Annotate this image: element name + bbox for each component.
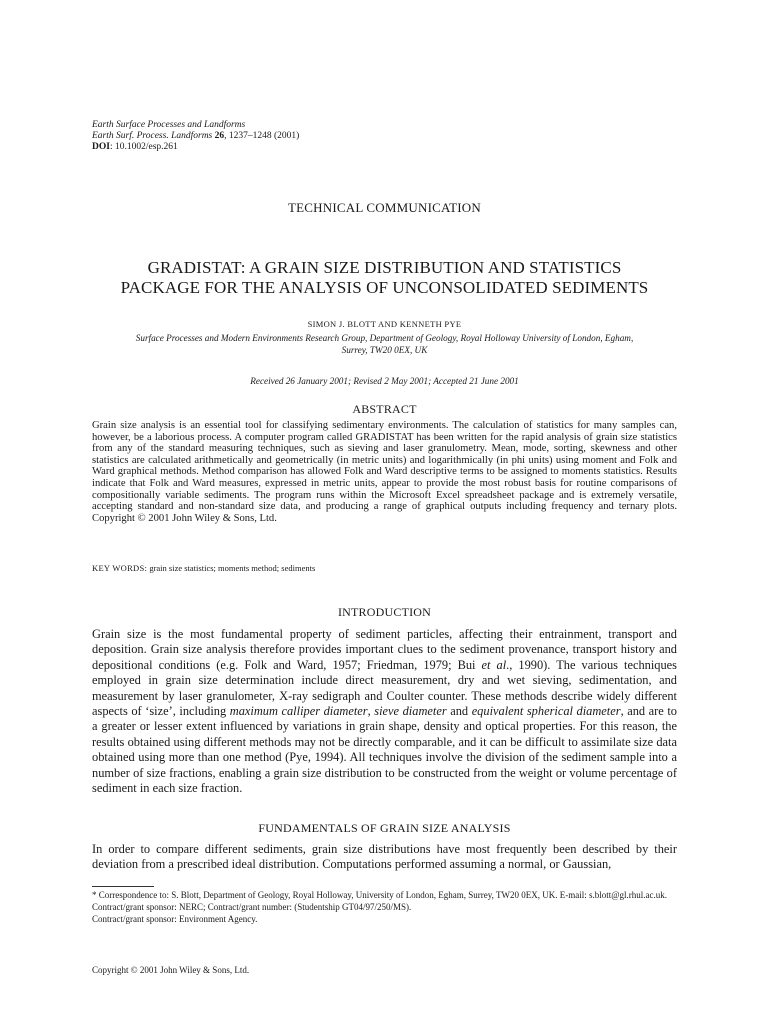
introduction-text bbox=[92, 627, 677, 796]
received-dates: Received 26 January 2001; Revised 2 May 2001; Accepted 21 June 2001 bbox=[250, 376, 519, 386]
copyright-notice: Copyright © 2001 John Wiley & Sons, Ltd. bbox=[92, 965, 250, 975]
intro-part-1: Grain size is the most fundamental property of sediment particles, affecting their entrainment, transport and deposition. Grain size analysis therefore provides important clues to the sediment provenance, transport history and depositional conditions (e.g. Folk and Ward, 1957; Friedman, 1979; Bui bbox=[92, 627, 677, 672]
affiliation bbox=[92, 332, 677, 356]
intro-part-2: ., 1990). The various techniques employed in grain size determination include direct measurement, dry and wet sieving, sedimentation, and measurement by laser granulometer, X-ray sedigraph and Coulter counter. These methods describe widely different aspects of ‘size’, including bbox=[92, 657, 678, 719]
footnote-correspondence: * Correspondence to: S. Blott, Department of Geology, Royal Holloway, University of London, Egham, Surrey, TW20 0EX, UK. E-mail: s.blott@gl.rhul.ac.uk. bbox=[92, 890, 668, 900]
fundamentals-heading: FUNDAMENTALS OF GRAIN SIZE ANALYSIS bbox=[258, 821, 511, 835]
journal-name: Earth Surface Processes and Landforms bbox=[92, 120, 246, 130]
title-line-2: PACKAGE FOR THE ANALYSIS OF UNCONSOLIDATED SEDIMENTS bbox=[120, 278, 649, 297]
authors: SIMON J. BLOTT AND KENNETH PYE bbox=[307, 319, 462, 329]
intro-term-3: equivalent spherical diameter bbox=[471, 704, 621, 719]
intro-sep-1: , bbox=[367, 704, 375, 719]
affiliation-line-1: Surface Processes and Modern Environments Research Group, Department of Geology, Royal Holloway University of London, Egham, bbox=[135, 333, 634, 343]
introduction-heading: INTRODUCTION bbox=[337, 605, 432, 619]
intro-term-2: sieve diameter bbox=[374, 704, 447, 719]
journal-header bbox=[92, 120, 299, 153]
intro-part-3: , and are to a greater or lesser extent influenced by variations in grain shape, density and optical properties. For this reason, the results obtained using different methods may not be directly comparable, and it can be difficult to assimilate size data obtained using more than one method (Pye, 1994). All techniques involve the division of the sediment sample into a number of size fractions, enabling a grain size distribution to be constructed from the weight or volume percentage of sediment in each size fraction. bbox=[92, 704, 678, 796]
intro-et-al: et al bbox=[481, 657, 507, 672]
doi-label: DOI bbox=[92, 142, 110, 152]
footnote-divider bbox=[92, 886, 154, 887]
intro-sep-2: and bbox=[446, 704, 472, 719]
journal-doi bbox=[92, 142, 299, 153]
journal-volume: 26 bbox=[214, 131, 225, 141]
footnote-grant-2: Contract/grant sponsor: Environment Agency. bbox=[92, 913, 258, 924]
footnotes bbox=[92, 890, 677, 925]
citation-suffix: , 1237–1248 (2001) bbox=[224, 131, 300, 141]
doi-value: : 10.1002/esp.261 bbox=[109, 142, 178, 152]
journal-citation bbox=[92, 131, 299, 142]
abstract-text: Grain size analysis is an essential tool for classifying sedimentary environments. The calculation of statistics for many samples can, however, be a laborious process. A computer program called GRADISTAT has been written for the rapid analysis of grain size statistics from any of the standard measuring techniques, such as sieving and laser granulometry. Mean, mode, sorting, skewness and other statistics are calculated arithmetically and geometrically (in metric units) and logarithmically (in phi units) using moment and Folk and Ward graphical methods. Method comparison has allowed Folk and Ward descriptive terms to be assigned to moments statistics. Results indicate that Folk and Ward measures, expressed in metric units, appear to provide the most robust basis for routine comparisons of compositionally variable sediments. The program runs within the Microsoft Excel spreadsheet package and is extremely versatile, accepting standard and non-standard size data, and producing a range of graphical outputs including frequency and ternary plots. Copyright © 2001 John Wiley & Sons, Ltd. bbox=[92, 420, 677, 524]
abstract-heading: ABSTRACT bbox=[352, 402, 417, 416]
footnote-grant-1: Contract/grant sponsor: NERC; Contract/grant number: (Studentship GT04/97/250/MS). bbox=[92, 901, 412, 912]
paper-page bbox=[92, 0, 677, 1024]
keywords bbox=[92, 563, 315, 573]
citation-prefix: Earth Surf. Process. Landforms bbox=[92, 131, 213, 141]
fundamentals-text: In order to compare different sediments, grain size distributions have most frequently been described by their deviation from a prescribed ideal distribution. Computations performed assuming a normal, or Gaussian, bbox=[92, 842, 677, 872]
title-line-1: GRADISTAT: A GRAIN SIZE DISTRIBUTION AND STATISTICS bbox=[147, 258, 622, 277]
paper-title bbox=[92, 258, 677, 298]
section-type: TECHNICAL COMMUNICATION bbox=[288, 200, 481, 215]
affiliation-line-2: Surrey, TW20 0EX, UK bbox=[341, 345, 428, 355]
intro-term-1: maximum calliper diameter bbox=[229, 704, 368, 719]
keywords-label: KEY WORDS: bbox=[92, 563, 148, 573]
keywords-text: grain size statistics; moments method; sediments bbox=[147, 563, 316, 573]
